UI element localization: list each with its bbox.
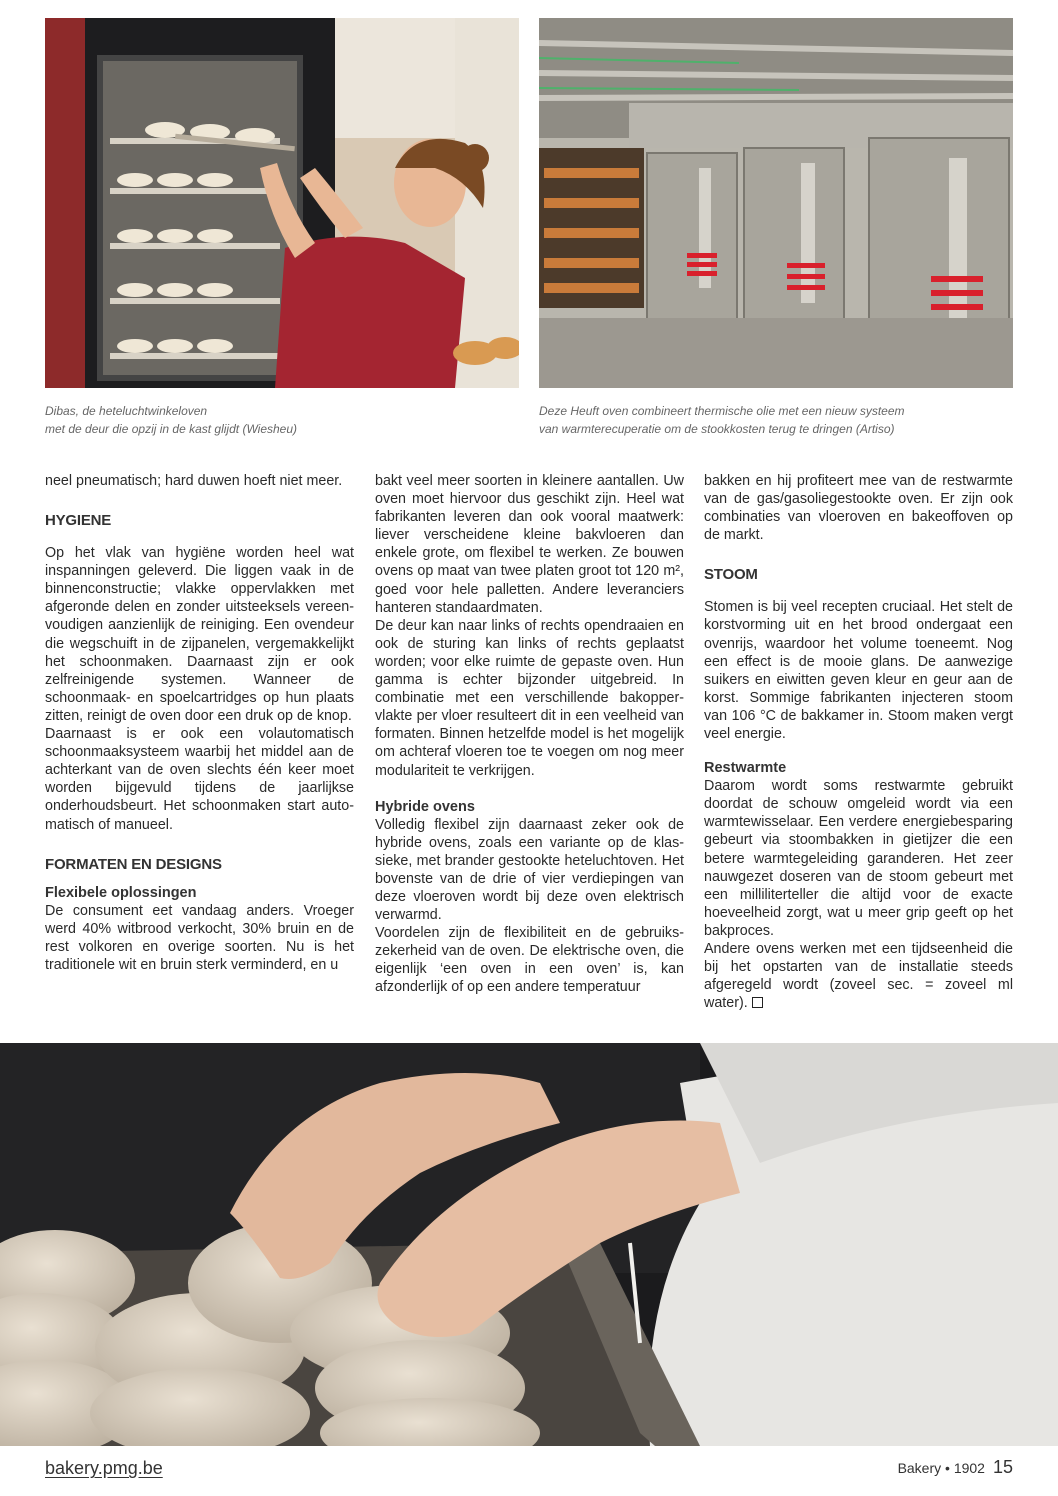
section-heading-stoom: STOOM (704, 566, 758, 584)
caption-left (45, 402, 519, 438)
paragraph-text: Andere ovens werken met een tijdseenheid die bij het opstarten van de installatie steeds afgeregeld wordt (zoveel sec. = zoveel ml water). (704, 940, 1013, 1012)
paragraph: Stomen is bij veel recepten cruciaal. Het stelt de korstvorming uit en het brood ondergaat een ovenrijs, waardoor het volume toeneemt. Nog een effect is de mooie glans. De aanwezige suikers en eiwitten geven kleur en geur aan de korst. Sommige fabrikanten injecteren stoom van 106 °C de bakkamer in. Stoom maken vergt veel energie. (704, 599, 1013, 743)
subheading-restwarmte: Restwarmte (704, 760, 787, 777)
magazine-issue: Bakery • 1902 (897, 1460, 985, 1476)
photo-baker-oven (45, 18, 519, 388)
subheading-flexibele: Flexibele oplossingen (45, 884, 197, 901)
website-link[interactable]: bakery.pmg.be (45, 1458, 163, 1478)
paragraph-end (704, 940, 1013, 1012)
footer-issue (898, 1457, 1013, 1478)
paragraph: bakken en hij profiteert mee van de restwarmte van de gas/gasoliegestookte oven. Er zijn ook combinaties van vloeroven en bakeoffoven op de markt. (704, 473, 1013, 544)
paragraph: Voordelen zijn de flexibiliteit en de gebruikszekerheid van de oven. De elektrische oven, die eigenlijk ‘een oven in een oven’ is, kan afzonderlijk of op een andere temperatuur (375, 925, 684, 996)
section-heading-formaten: FORMATEN EN DESIGNS (45, 855, 222, 873)
subheading-hybride: Hybride ovens (375, 798, 475, 815)
paragraph: Op het vlak van hygiëne worden heel wat inspanningen geleverd. Die liggen vaak in de binnenconstructie; vlakke oppervlakken met afgeronde delen en zonder uitsteeksels vereenvoudigen aanzienlijk de reiniging. Een ovendeur die wegschuift in de zijpanelen, vergemakkelijkt het schoonmaken. Daarnaast zijn er ook zelfreinigende systemen. Wanneer de schoonmaak- en spoelcartridges op hun plaats zitten, reinigt de oven door een druk op de knop. (45, 545, 354, 724)
text-column-2 (375, 472, 684, 997)
paragraph: Daarnaast is er ook een volautomatisch schoonmaaksysteem waarbij het middel aan de achterkant van de oven slechts één keer moet worden bijgevuld tijdens de jaarlijkse onderhoudsbeurt. Het schoonmaken start automatisch of manueel. (45, 726, 354, 833)
caption-line: Dibas, de heteluchtwinkeloven (45, 404, 208, 418)
paragraph: De consument eet vandaag anders. Vroeger werd 40% witbrood verkocht, 30% bruin en de rest volkoren en overige soorten. Nu is het traditionele wit en bruin sterk verminderd, en u (45, 902, 354, 973)
caption-line: Deze Heuft oven combineert thermische olie met een nieuw systeem (539, 404, 905, 418)
caption-right (539, 402, 1013, 438)
paragraph: neel pneumatisch; hard duwen hoeft niet meer. (45, 473, 343, 489)
photo-dough-hands (0, 1043, 1058, 1446)
section-heading-hygiene: HYGIENE (45, 512, 112, 530)
caption-line: met de deur die opzij in de kast glijdt (Wiesheu) (45, 422, 298, 436)
text-column-1 (45, 472, 354, 974)
paragraph: De deur kan naar links of rechts opendraaien en ook de sturing kan links of rechts geplaatst worden; voor elke ruimte de gepaste oven. Hun gamma is echter bijzonder uitgebreid. In combinatie met een verschillende bakoppervlakte per vloer resulteert dit in een veelheid van formaten. Binnen hetzelfde model is het mogelijk om achteraf vloeren toe te voegen om nog meer modulariteit te verkrijgen. (375, 617, 684, 779)
paragraph: Daarom wordt soms restwarmte gebruikt doordat de schouw omgeleid wordt via een warmtewisselaar. Een verdere energiebesparing gebeurt via stoombakken in gietijzer die een betere warmtegeleiding garanderen. Het zeer nauwgezet doseren van de stoom gebeurt met een milliliterteller die altijd voor de exacte hoeveelheid zorgt, wat u meer grip geeft op het bakproces. (704, 778, 1013, 939)
paragraph: bakt veel meer soorten in kleinere aantallen. Uw oven moet hiervoor dus geschikt zijn. Heel wat fabrikanten leveren dan ook vooral maatwerk: liever verscheidene kleine bakvloeren dan enkele grote, om flexibel te werken. Ze bouwen ovens op maat van twee platen groot tot 120 m², goed voor hele palletten. Andere leveranciers hanteren standaardmaten. (375, 473, 684, 616)
text-column-3 (704, 472, 1013, 1012)
paragraph: Volledig flexibel zijn daarnaast zeker ook de hybride ovens, zoals een variante op de klassieke, met brander gestookte heteluchtoven. Het bovenste van de drie of vier verdiepingen van deze vloeroven wordt bij deze oven elektrisch verwarmd. (375, 816, 684, 924)
photo-heuft-ovens (539, 18, 1013, 388)
page-number: 15 (992, 1457, 1013, 1477)
end-mark-icon (752, 997, 763, 1008)
caption-line: van warmterecuperatie om de stookkosten terug te dringen (Artiso) (539, 422, 895, 436)
